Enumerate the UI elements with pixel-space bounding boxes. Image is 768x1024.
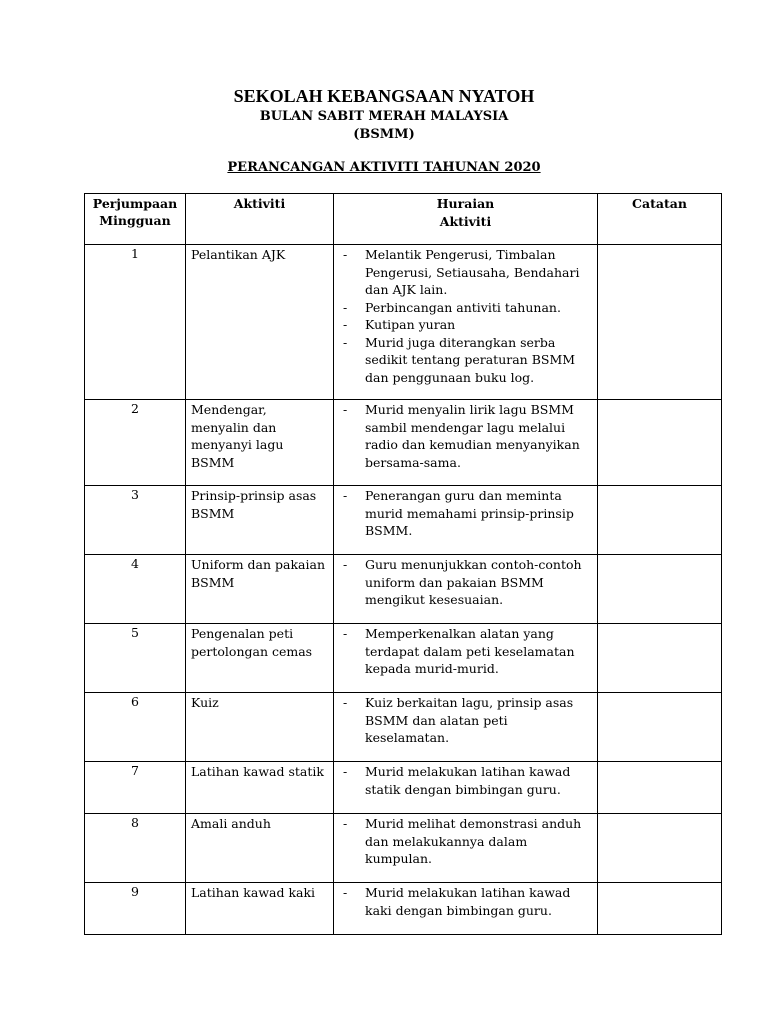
table-row xyxy=(85,400,722,486)
notes-cell xyxy=(598,245,722,400)
meeting-number: 1 xyxy=(85,245,186,400)
activity-description xyxy=(334,555,598,624)
activity-name: Latihan kawad statik xyxy=(186,762,334,814)
table-row xyxy=(85,486,722,555)
description-list xyxy=(339,401,592,471)
organization-name: BULAN SABIT MERAH MALAYSIA xyxy=(259,109,509,124)
table-row xyxy=(85,883,722,935)
table-body xyxy=(85,245,722,935)
plan-title-text: PERANCANGAN AKTIVITI TAHUNAN 2020 xyxy=(227,160,541,175)
activity-description xyxy=(334,400,598,486)
activity-name: Amali anduh xyxy=(186,814,334,883)
notes-cell xyxy=(598,814,722,883)
description-item: - Guru menunjukkan contoh-contoh uniform dan pakaian BSMM mengikut kesesuaian. xyxy=(339,556,592,609)
school-name: SEKOLAH KEBANGSAAN NYATOH xyxy=(233,86,535,106)
activity-description xyxy=(334,693,598,762)
description-item: - Murid melihat demonstrasi anduh dan melakukannya dalam kumpulan. xyxy=(339,815,592,868)
activity-name: Kuiz xyxy=(186,693,334,762)
header-notes: Catatan xyxy=(598,194,722,245)
table-header-row xyxy=(85,194,722,245)
activity-name: Pengenalan peti pertolongan cemas xyxy=(186,624,334,693)
activity-description xyxy=(334,486,598,555)
activity-name: Uniform dan pakaian BSMM xyxy=(186,555,334,624)
description-list xyxy=(339,763,592,798)
description-list xyxy=(339,884,592,919)
description-item: - Kutipan yuran xyxy=(339,316,592,334)
table-row xyxy=(85,245,722,400)
description-item: - Murid menyalin lirik lagu BSMM sambil mendengar lagu melalui radio dan kemudian menyanyikan bersama-sama. xyxy=(339,401,592,471)
header-description xyxy=(334,194,598,245)
notes-cell xyxy=(598,486,722,555)
table-row xyxy=(85,814,722,883)
notes-cell xyxy=(598,883,722,935)
description-list xyxy=(339,246,592,386)
description-list xyxy=(339,487,592,540)
meeting-number: 9 xyxy=(85,883,186,935)
description-list xyxy=(339,556,592,609)
description-list xyxy=(339,694,592,747)
header-description-line2: Aktiviti xyxy=(439,213,492,229)
table-row xyxy=(85,762,722,814)
meeting-number: 5 xyxy=(85,624,186,693)
activity-description xyxy=(334,762,598,814)
description-list xyxy=(339,625,592,678)
header-activity: Aktiviti xyxy=(186,194,334,245)
description-item: - Perbincangan antiviti tahunan. xyxy=(339,299,592,317)
description-item: - Murid melakukan latihan kawad statik dengan bimbingan guru. xyxy=(339,763,592,798)
table-row xyxy=(85,555,722,624)
activity-description xyxy=(334,883,598,935)
activity-description xyxy=(334,814,598,883)
meeting-number: 6 xyxy=(85,693,186,762)
notes-cell xyxy=(598,555,722,624)
meeting-number: 2 xyxy=(85,400,186,486)
meeting-number: 3 xyxy=(85,486,186,555)
description-item: - Murid melakukan latihan kawad kaki dengan bimbingan guru. xyxy=(339,884,592,919)
activity-description xyxy=(334,245,598,400)
description-item: - Melantik Pengerusi, Timbalan Pengerusi, Setiausaha, Bendahari dan AJK lain. xyxy=(339,246,592,299)
activity-name: Mendengar, menyalin dan menyanyi lagu BSMM xyxy=(186,400,334,486)
header-description-line1: Huraian xyxy=(436,196,495,211)
notes-cell xyxy=(598,400,722,486)
meeting-number: 7 xyxy=(85,762,186,814)
notes-cell xyxy=(598,693,722,762)
description-item: - Kuiz berkaitan lagu, prinsip asas BSMM dan alatan peti keselamatan. xyxy=(339,694,592,747)
header-meeting: Perjumpaan Mingguan xyxy=(85,194,186,245)
table-row xyxy=(85,624,722,693)
table-row xyxy=(85,693,722,762)
activity-name: Pelantikan AJK xyxy=(186,245,334,400)
description-list xyxy=(339,815,592,868)
activity-name: Prinsip-prinsip asas BSMM xyxy=(186,486,334,555)
description-item: - Murid juga diterangkan serba sedikit tentang peraturan BSMM dan penggunaan buku log. xyxy=(339,334,592,387)
description-item: - Penerangan guru dan meminta murid memahami prinsip-prinsip BSMM. xyxy=(339,487,592,540)
meeting-number: 8 xyxy=(85,814,186,883)
activity-description xyxy=(334,624,598,693)
organization-abbreviation: (BSMM) xyxy=(353,127,415,142)
plan-title xyxy=(0,160,768,175)
description-item: - Memperkenalkan alatan yang terdapat dalam peti keselamatan kepada murid-murid. xyxy=(339,625,592,678)
activity-name: Latihan kawad kaki xyxy=(186,883,334,935)
notes-cell xyxy=(598,762,722,814)
meeting-number: 4 xyxy=(85,555,186,624)
activity-table xyxy=(84,193,722,935)
notes-cell xyxy=(598,624,722,693)
